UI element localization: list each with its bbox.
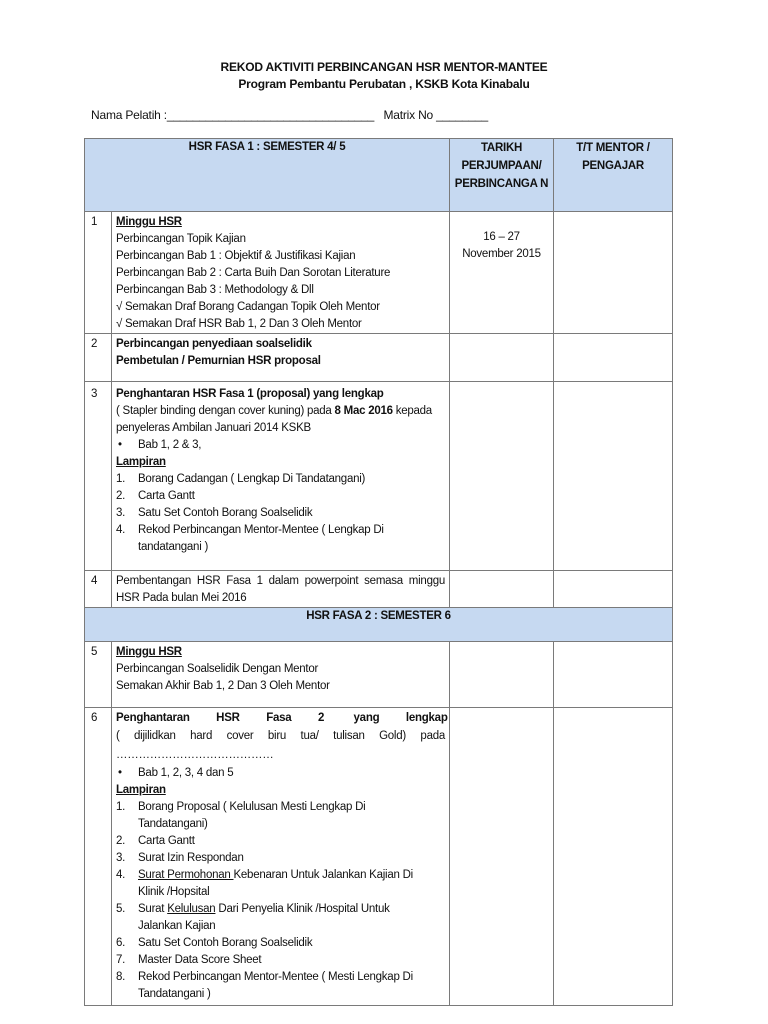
activity-line: Perbincangan Bab 1 : Objektif & Justifikasi Kajian — [116, 250, 356, 262]
row-number: 4 — [85, 571, 112, 608]
activity-description: ( Stapler binding dengan cover kuning) pada 8 Mac 2016 kepada penyeleras Ambilan Januari 2014 KSKB — [116, 405, 432, 434]
list-item: 8. Rekod Perbincangan Mentor-Mentee ( Mesti Lengkap Di Tandatangani ) — [116, 971, 413, 1000]
activity-line: Pembetulan / Pemurnian HSR proposal — [116, 355, 321, 367]
table-row — [85, 708, 673, 1006]
activity-description: ( dijilidkan hard cover biru tua/ tulisan Gold) pada …………………………………… — [116, 730, 446, 761]
activity-line: Perbincangan Topik Kajian — [116, 233, 246, 245]
meeting-date-cell[interactable] — [450, 708, 554, 1006]
activity-cell — [112, 382, 450, 571]
row-number: 5 — [85, 642, 112, 708]
list-item: 6. Satu Set Contoh Borang Soalselidik — [116, 937, 313, 949]
activity-checked-line: √ Semakan Draf HSR Bab 1, 2 Dan 3 Oleh Mentor — [116, 318, 362, 330]
activity-line: Perbincangan Soalselidik Dengan Mentor — [116, 663, 319, 675]
list-item: 5. Surat Kelulusan Dari Penyelia Klinik /Hospital Untuk Jalankan Kajian — [116, 903, 390, 932]
activity-line: Perbincangan Bab 2 : Carta Buih Dan Sorotan Literature — [116, 267, 391, 279]
activity-cell — [112, 212, 450, 334]
table-row — [85, 571, 673, 608]
table-row — [85, 382, 673, 571]
attachment-heading: Lampiran — [116, 456, 166, 468]
activity-title: Penghantaran HSR Fasa 2 yang lengkap — [116, 712, 448, 724]
meeting-date-cell[interactable] — [450, 382, 554, 571]
activity-cell — [112, 642, 450, 708]
table-row — [85, 642, 673, 708]
trainee-name-field: Nama Pelatih :________________________________ — [91, 108, 375, 122]
activity-title: Penghantaran HSR Fasa 1 (proposal) yang lengkap — [116, 388, 384, 400]
activity-cell — [112, 334, 450, 382]
mentor-sign-cell[interactable] — [554, 382, 673, 571]
attachment-list — [116, 471, 445, 556]
trainee-info-line — [91, 108, 488, 122]
activity-cell: Pembentangan HSR Fasa 1 dalam powerpoint semasa minggu HSR Pada bulan Mei 2016 — [112, 571, 450, 608]
meeting-date-cell[interactable] — [450, 642, 554, 708]
activity-title: Minggu HSR — [116, 646, 182, 658]
submission-date: 8 Mac 2016 — [334, 405, 393, 417]
activity-checked-line: √ Semakan Draf Borang Cadangan Topik Oleh Mentor — [116, 301, 380, 313]
mentor-sign-cell[interactable] — [554, 571, 673, 608]
list-item: 2. Carta Gantt — [116, 835, 195, 847]
list-item: 3. Satu Set Contoh Borang Soalselidik — [116, 507, 313, 519]
mentor-sign-cell[interactable] — [554, 708, 673, 1006]
meeting-date-cell[interactable] — [450, 571, 554, 608]
attachment-heading: Lampiran — [116, 784, 166, 796]
phase2-header-row — [85, 608, 673, 642]
chapter-list — [116, 765, 445, 782]
table-row — [85, 212, 673, 334]
matrix-no-field: Matrix No ________ — [383, 108, 488, 122]
list-item: • Bab 1, 2, 3, 4 dan 5 — [116, 765, 445, 782]
row-number: 1 — [85, 212, 112, 334]
activity-table — [84, 138, 673, 1006]
mentor-sign-cell[interactable] — [554, 212, 673, 334]
date-column-header: TARIKH PERJUMPAAN/ PERBINCANGA N — [450, 139, 554, 212]
chapter-list — [116, 437, 445, 454]
table-row — [85, 334, 673, 382]
list-item: 1. Borang Cadangan ( Lengkap Di Tandatangani) — [116, 473, 366, 485]
activity-line: Semakan Akhir Bab 1, 2 Dan 3 Oleh Mentor — [116, 680, 330, 692]
meeting-date-cell: 16 – 27 November 2015 — [450, 212, 554, 334]
list-item: 7. Master Data Score Sheet — [116, 954, 262, 966]
mentor-sign-column-header: T/T MENTOR / PENGAJAR — [554, 139, 673, 212]
activity-title: Minggu HSR — [116, 216, 182, 228]
list-item: 2. Carta Gantt — [116, 490, 195, 502]
activity-cell — [112, 708, 450, 1006]
list-item: 1. Borang Proposal ( Kelulusan Mesti Lengkap Di Tandatangani) — [116, 801, 366, 830]
list-item: 3. Surat Izin Respondan — [116, 852, 244, 864]
phase2-header: HSR FASA 2 : SEMESTER 6 — [85, 608, 673, 642]
activity-line: Perbincangan penyediaan soalselidik — [116, 338, 312, 350]
attachment-list — [116, 799, 445, 1003]
mentor-sign-cell[interactable] — [554, 334, 673, 382]
table-header-row — [85, 139, 673, 212]
document-title: REKOD AKTIVITI PERBINCANGAN HSR MENTOR-MANTEE — [220, 60, 548, 74]
row-number: 3 — [85, 382, 112, 571]
list-item: • Bab 1, 2 & 3, — [116, 437, 445, 454]
activity-line: Perbincangan Bab 3 : Methodology & Dll — [116, 284, 314, 296]
mentor-sign-cell[interactable] — [554, 642, 673, 708]
row-number: 6 — [85, 708, 112, 1006]
row-number: 2 — [85, 334, 112, 382]
list-item: 4. Rekod Perbincangan Mentor-Mentee ( Lengkap Di tandatangani ) — [116, 524, 384, 553]
document-subtitle: Program Pembantu Perubatan , KSKB Kota Kinabalu — [238, 77, 530, 91]
meeting-date-cell[interactable] — [450, 334, 554, 382]
list-item: 4. Surat Permohonan Kebenaran Untuk Jalankan Kajian Di Klinik /Hopsital — [116, 869, 413, 898]
phase1-header: HSR FASA 1 : SEMESTER 4/ 5 — [85, 139, 450, 212]
